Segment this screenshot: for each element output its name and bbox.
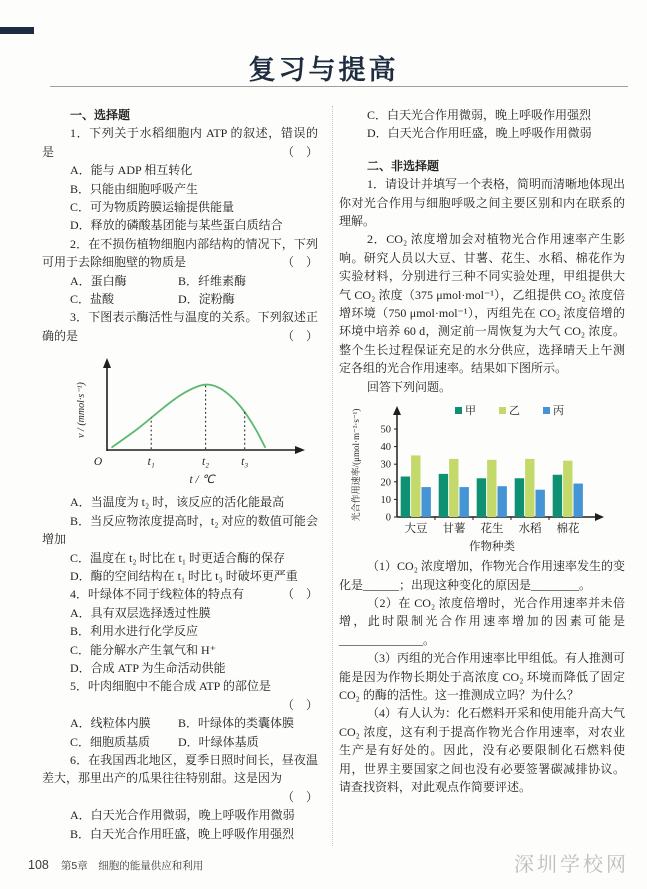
option: A．具有双层选择透过性膜	[70, 605, 211, 620]
sub-question-3: （3）丙组的光合作用速率比甲组低。有人推测可能是因为作物长期处于高浓度 CO₂ 环境而降低了固定 CO₂ 的酶的活性。这一推测成立吗？为什么？	[339, 651, 626, 702]
question-text: 1．下列关于水稻细胞内 ATP 的叙述，错误的是	[42, 126, 318, 159]
option: C．可为物质跨膜运输提供能量	[70, 200, 235, 215]
option: B．叶绿体的类囊体膜	[178, 716, 295, 731]
page-footer	[28, 858, 203, 873]
answer-bracket: （ ）	[281, 789, 318, 804]
svg-text:乙: 乙	[509, 405, 520, 418]
option: A．能与 ADP 相互转化	[70, 163, 193, 178]
left-column	[42, 106, 318, 846]
svg-text:30: 30	[380, 459, 391, 471]
question-text: 6．在我国西北地区，夏季日照时间长，昼夜温差大，那里出产的瓜果往往特别甜。这是因为	[42, 752, 318, 786]
svg-text:50: 50	[380, 424, 391, 436]
page-number: 108	[28, 858, 49, 872]
co2-photosynthesis-bar-chart	[347, 399, 607, 554]
option: B．纤维素酶	[178, 273, 247, 288]
option: D．叶绿体基质	[178, 734, 259, 749]
svg-text:作物种类: 作物种类	[469, 541, 515, 554]
option: D．合成 ATP 为生命活动供能	[70, 660, 226, 675]
option-row	[42, 733, 318, 751]
enzyme-temperature-line-chart	[58, 350, 308, 490]
option: A．线粒体内膜	[70, 716, 151, 731]
svg-text:大豆: 大豆	[404, 523, 428, 536]
svg-text:20: 20	[380, 477, 391, 489]
svg-text:棉花: 棉花	[556, 523, 580, 536]
question-text: 2．在不损伤植物细胞内部结构的情况下，下列可用于去除细胞壁的物质是	[42, 236, 318, 270]
answer-bracket: （ ）	[281, 697, 318, 712]
svg-text:t / ℃: t / ℃	[189, 474, 215, 487]
section-heading-multiple-choice: 一、选择题	[70, 108, 131, 122]
svg-text:10: 10	[380, 494, 391, 506]
option: C．盐酸	[70, 292, 115, 307]
option: B．只能由细胞呼吸产生	[70, 181, 199, 196]
answer-bracket: （ ）	[281, 144, 318, 159]
option-row	[42, 272, 318, 290]
option-row	[42, 290, 318, 308]
option: D．释放的磷酸基团能与某些蛋白质结合	[70, 218, 283, 233]
watermark: 深圳学校网	[514, 854, 629, 876]
right-column	[333, 106, 625, 846]
content-columns	[42, 106, 625, 846]
option: D．白天光合作用旺盛，晚上呼吸作用微弱	[367, 126, 592, 141]
svg-text:光合作用速率/(μmol·m⁻²·s⁻¹): 光合作用速率/(μmol·m⁻²·s⁻¹)	[351, 408, 361, 522]
question-6-stem	[42, 751, 318, 806]
option: B．利用水进行化学反应	[70, 624, 199, 639]
question-1-stem	[42, 124, 318, 161]
svg-text:40: 40	[380, 442, 391, 454]
question-text: 5．叶肉细胞中不能合成 ATP 的部位是	[70, 679, 271, 694]
option: C．细胞质基质	[70, 734, 151, 749]
option: A．蛋白酶	[70, 273, 127, 288]
question-5-stem	[42, 677, 318, 714]
option: C．能分解水产生氧气和 H⁺	[70, 642, 217, 657]
svg-text:O: O	[93, 456, 103, 469]
sub-question-4: （4）有人认为：化石燃料开采和使用能升高大气 CO₂ 浓度，这有利于提高作物光合作用速率，对农业生产是有好处的。因此，没有必要限制化石燃料使用，世界主要国家之间也没有必要签署碳减排协议。请查找资料，对此观点作简要评述。	[339, 706, 626, 794]
option: B．白天光合作用旺盛，晚上呼吸作用强烈	[70, 826, 295, 841]
question-3-stem	[42, 308, 318, 345]
option: D．酶的空间结构在 t₁ 时比 t₃ 时破坏更严重	[70, 568, 298, 583]
option: B．当反应物浓度提高时，t₂ 对应的数值可能会增加	[42, 513, 318, 547]
question-4-stem	[42, 585, 318, 603]
svg-text:甲: 甲	[465, 405, 476, 418]
question-text: 3．下图表示酶活性与温度的关系。下列叙述正确的是	[42, 310, 318, 343]
option: D．淀粉酶	[178, 292, 235, 307]
answer-bracket: （ ）	[281, 328, 318, 343]
svg-text:t₁: t₁	[147, 456, 155, 469]
question-1-text: 1．请设计并填写一个表格，简明而清晰地体现出你对光合作用与细胞呼吸之间主要区别和内在联系的理解。	[339, 177, 626, 229]
svg-text:甘薯: 甘薯	[442, 523, 466, 536]
svg-text:0: 0	[385, 512, 391, 524]
page-edge-tab	[0, 27, 34, 34]
question-2-stem	[42, 235, 318, 272]
option: C．白天光合作用微弱，晚上呼吸作用强烈	[367, 108, 592, 122]
svg-text:t₃: t₃	[241, 456, 249, 469]
answer-prompt: 回答下列问题。	[367, 379, 452, 394]
option: A．白天光合作用微弱，晚上呼吸作用微弱	[70, 808, 295, 823]
title-divider	[50, 86, 628, 87]
svg-text:水稻: 水稻	[518, 523, 542, 536]
page-title: 复习与提高	[248, 55, 399, 85]
answer-bracket: （ ）	[281, 587, 318, 602]
option: A．当温度为 t₂ 时，该反应的活化能最高	[70, 495, 285, 510]
chapter-title: 第5章 细胞的能量供应和利用	[60, 860, 204, 872]
section-heading-non-choice: 二、非选择题	[367, 158, 440, 173]
sub-question-1: （1）CO₂ 浓度增加，作物光合作用速率发生的变化是______；出现这种变化的原因是________。	[339, 559, 625, 592]
sub-question-2: （2）在 CO₂ 浓度倍增时，光合作用速率并未倍增，此时限制光合作用速率增加的因素可能是______________。	[339, 595, 625, 647]
option: C．温度在 t₂ 时比在 t₁ 时更适合酶的保存	[70, 550, 286, 565]
svg-text:t₂: t₂	[201, 456, 210, 469]
svg-text:v / (mmol·s⁻¹): v / (mmol·s⁻¹)	[76, 382, 87, 439]
option-row	[42, 714, 318, 732]
question-2-text: 2．CO₂ 浓度增加会对植物光合作用速率产生影响。研究人员以大豆、甘薯、花生、水稻、棉花作为实验材料，分别进行三种不同实验处理，甲组提供大气 CO₂ 浓度（375 μmol·mol⁻¹），乙组提供 CO₂ 浓度倍增环境（750 μmol·mol⁻¹），丙组先在 CO₂ 浓度倍增的环境中培养 60 d，测定前一周恢复为大气 CO₂ 浓度。整个生长过程保证充足的水分供应，选择晴天上午测定各组的光合作用速率。结果如下图所示。	[339, 232, 625, 376]
answer-bracket: （ ）	[281, 255, 318, 270]
svg-text:丙: 丙	[553, 405, 564, 418]
question-text: 4．叶绿体不同于线粒体的特点有	[70, 587, 245, 602]
svg-text:花生: 花生	[480, 523, 504, 536]
